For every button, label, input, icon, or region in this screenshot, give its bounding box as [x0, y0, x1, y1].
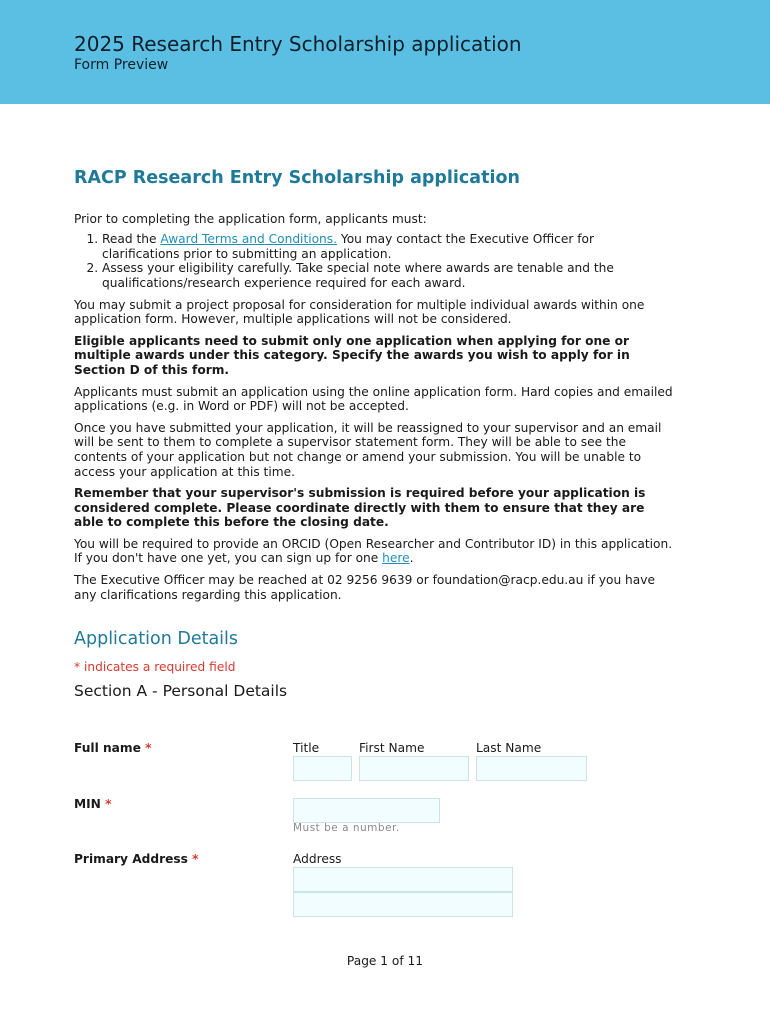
address-label: Address	[293, 852, 342, 866]
intro-paragraph: Once you have submitted your application, it will be reassigned to your supervisor and an email will be sent to them to complete a supervisor statement form. They will be able to see the contents of your application but not change or amend your submission. You will be unable to access your application at this time.	[74, 420, 662, 479]
intro-paragraph: You may submit a project proposal for consideration for multiple individual awards within one application form. However, multiple applications will not be considered.	[74, 297, 645, 327]
min-label	[74, 797, 112, 811]
form-content	[74, 168, 674, 701]
full-name-label-text: Full name	[74, 741, 141, 755]
title-label: Title	[293, 741, 320, 755]
intro-lead: Prior to completing the application form, applicants must:	[74, 211, 427, 226]
terms-link[interactable]: Award Terms and Conditions.	[160, 232, 338, 247]
requirement-text: You may contact the Executive Officer for clarifications prior to submitting an application.	[102, 232, 594, 261]
requirement-item	[102, 232, 674, 261]
required-field-note: * indicates a required field	[74, 659, 236, 674]
requirements-list	[74, 232, 674, 290]
last-name-label: Last Name	[476, 741, 542, 755]
title-input[interactable]	[293, 756, 352, 781]
intro-paragraph-bold: Eligible applicants need to submit only one application when applying for one or multiple awards under this category. Specify the awards you wish to apply for in Section D of this form.	[74, 333, 630, 377]
first-name-label: First Name	[359, 741, 425, 755]
section-a-heading: Section A - Personal Details	[74, 682, 288, 701]
required-asterisk: *	[105, 797, 112, 811]
orcid-text: You will be required to provide an ORCID (Open Researcher and Contributor ID) in this application. If you don't have one yet, you can sign up for one	[74, 536, 673, 566]
full-name-label	[74, 741, 151, 755]
intro-paragraph: The Executive Officer may be reached at 02 9256 9639 or foundation@racp.edu.au if you have any clarifications regarding this application.	[74, 573, 655, 602]
header-title: 2025 Research Entry Scholarship application	[74, 32, 522, 56]
address-line-1-input[interactable]	[293, 867, 513, 892]
application-details-heading: Application Details	[74, 629, 239, 650]
min-label-text: MIN	[74, 797, 101, 811]
primary-address-label	[74, 852, 199, 866]
form-header	[0, 0, 770, 104]
orcid-signup-link[interactable]: here	[382, 551, 410, 566]
page-number: Page 1 of 11	[346, 954, 424, 968]
first-name-input[interactable]	[359, 756, 469, 781]
last-name-input[interactable]	[476, 756, 587, 781]
orcid-text-end: .	[409, 551, 414, 566]
required-asterisk: *	[192, 852, 199, 866]
intro-paragraph: Applicants must submit an application using the online application form. Hard copies and emailed applications (e.g. in Word or PDF) will not be accepted.	[74, 384, 673, 414]
form-title: RACP Research Entry Scholarship application	[74, 168, 520, 188]
header-subtitle: Form Preview	[74, 57, 169, 73]
min-input[interactable]	[293, 798, 440, 823]
min-hint: Must be a number.	[293, 822, 400, 834]
requirement-text: Read the	[102, 232, 161, 247]
required-asterisk: *	[145, 741, 152, 755]
address-line-2-input[interactable]	[293, 892, 513, 917]
primary-address-label-text: Primary Address	[74, 852, 188, 866]
intro-paragraph	[74, 537, 674, 566]
intro-paragraph-bold: Remember that your supervisor's submission is required before your application is considered complete. Please coordinate directly with them to ensure that they are able to complete this before the closing date.	[74, 486, 646, 530]
requirement-item: 2. Assess your eligibility carefully. Take special note where awards are tenable and the qualifications/research experience required for each award.	[102, 261, 674, 290]
